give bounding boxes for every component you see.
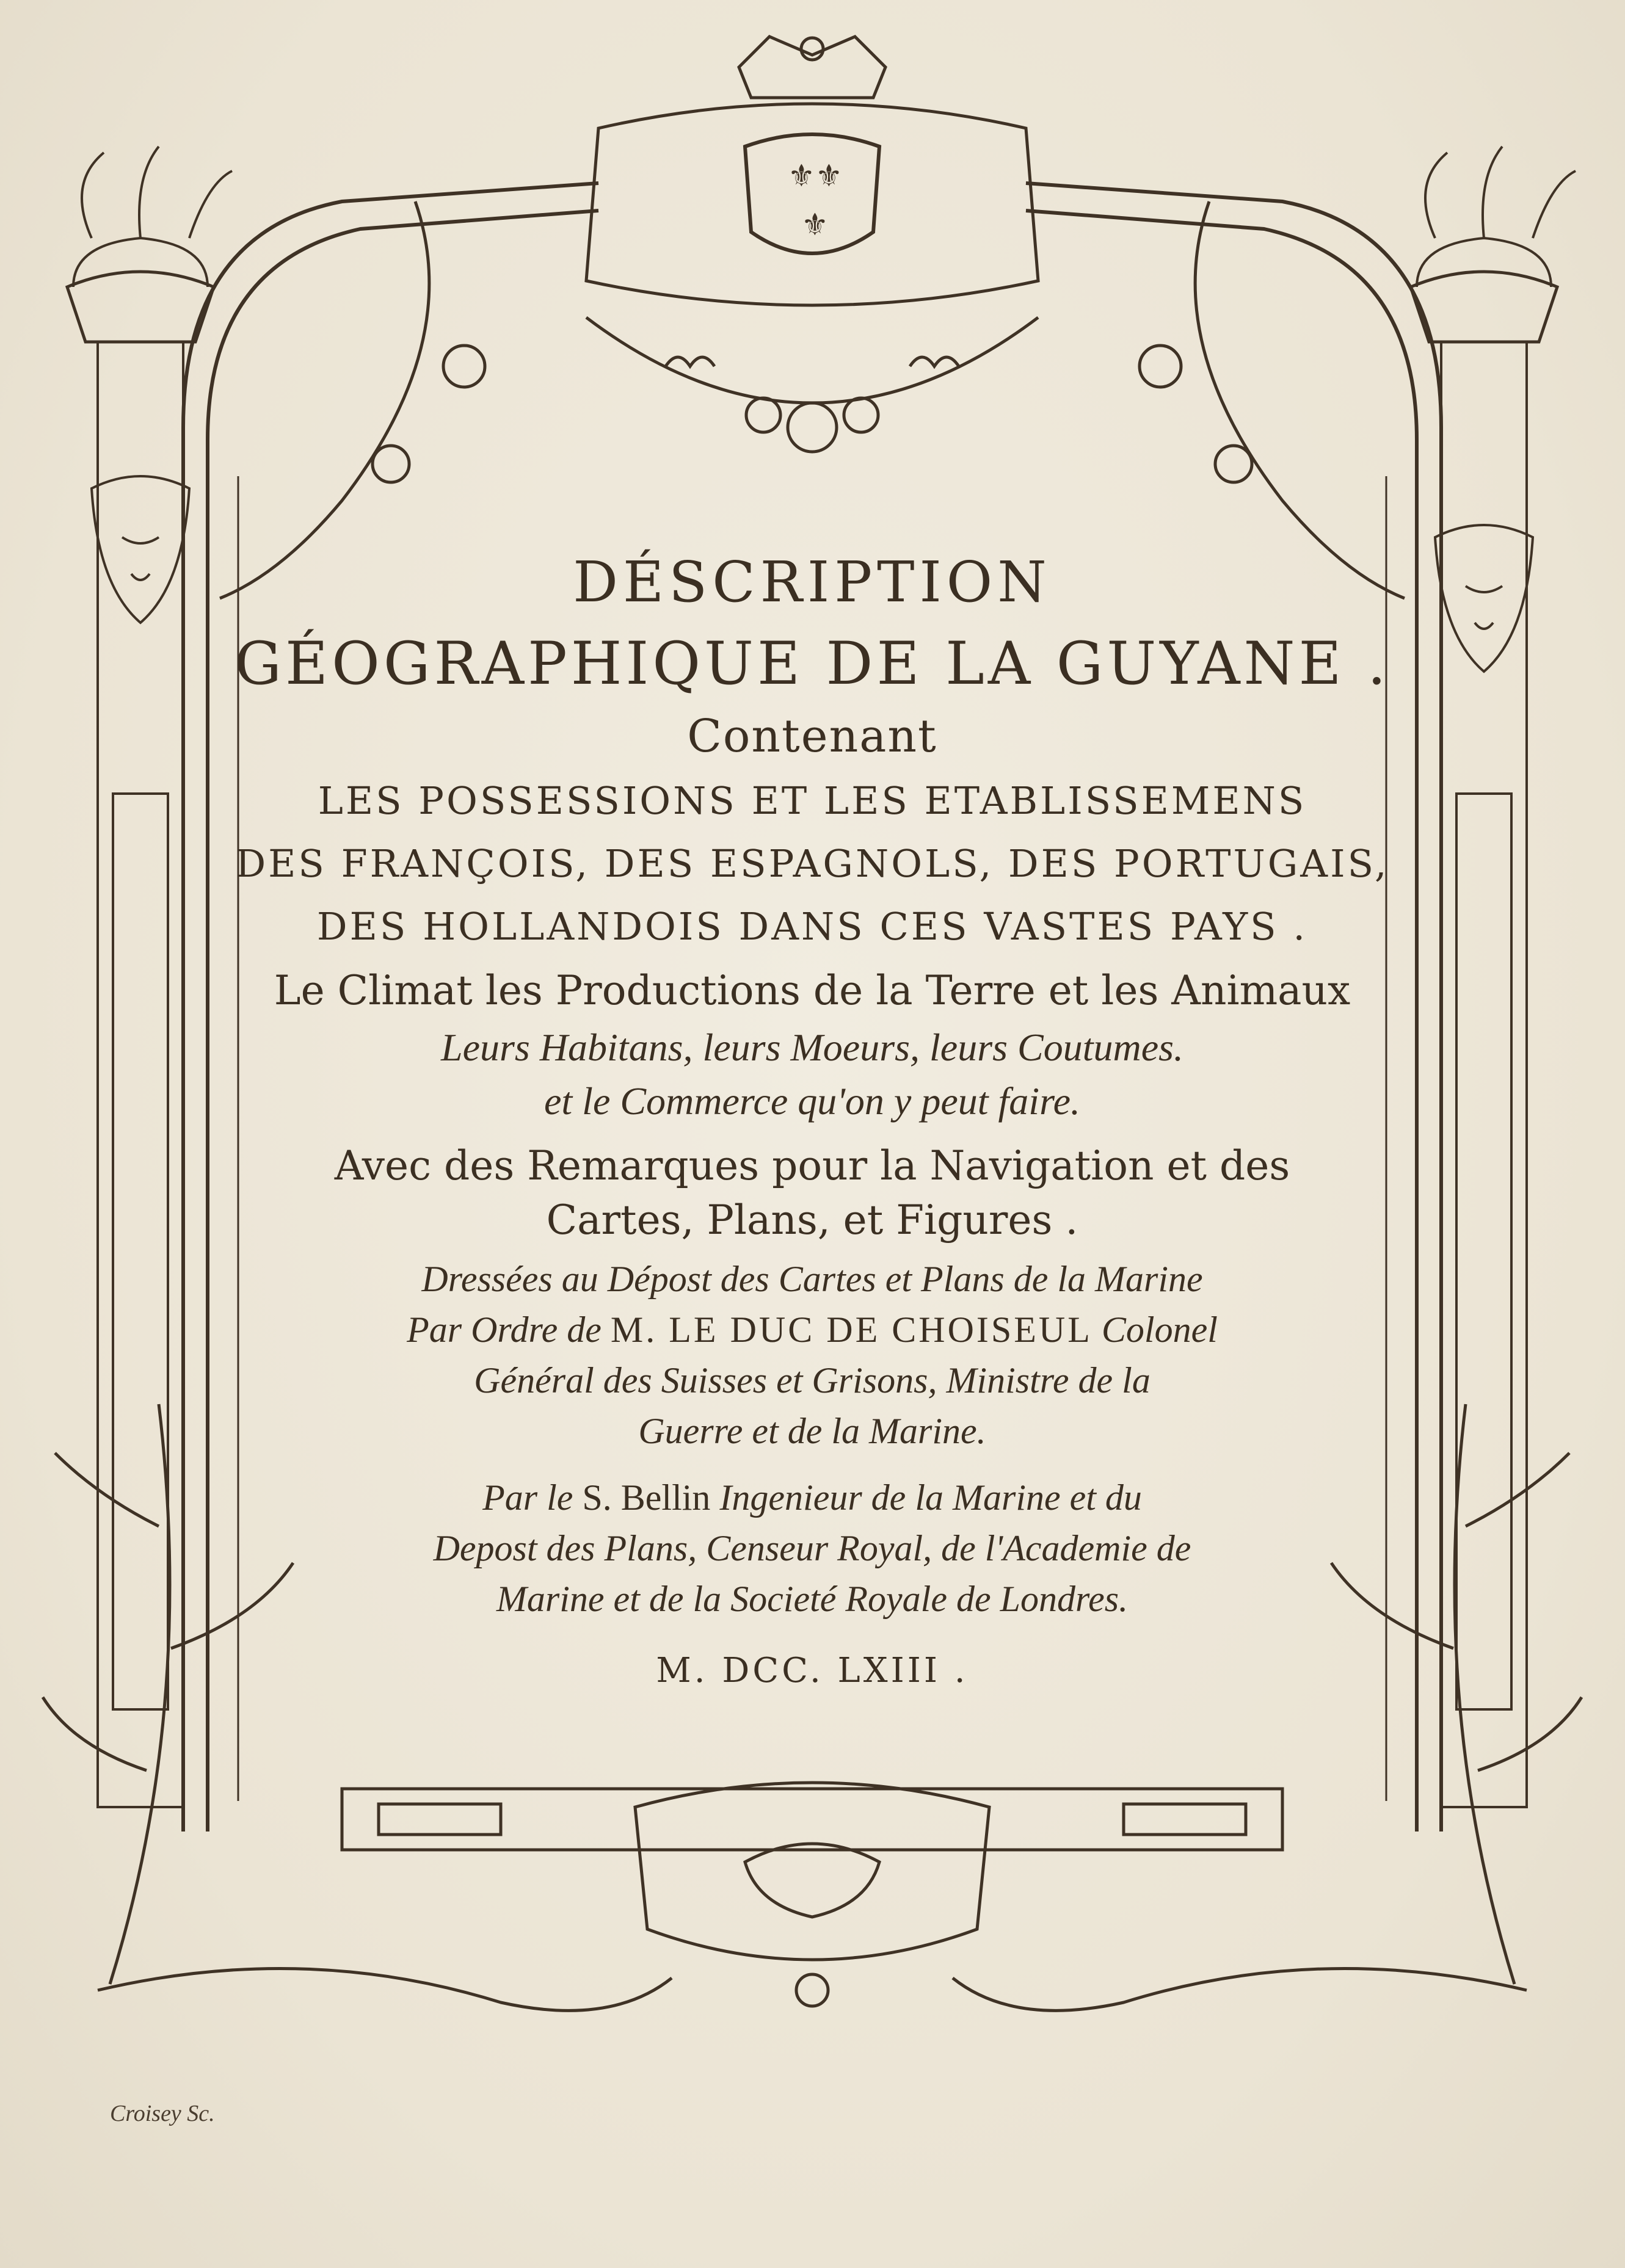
compiled-line-general: Général des Suisses et Grisons, Ministre de la: [474, 1360, 1151, 1400]
crest-cartouche: [586, 37, 1038, 305]
title-line-nations: DES FRANÇOIS, DES ESPAGNOLS, DES PORTUGAIS,: [235, 841, 1389, 886]
author-line-depost: Depost des Plans, Censeur Royal, de l'Academie de: [433, 1528, 1191, 1568]
svg-text:⚜: ⚜: [801, 207, 829, 242]
svg-text:⚜: ⚜: [788, 158, 815, 194]
title-line-hollandois: DES HOLLANDOIS DANS CES VASTES PAYS .: [316, 904, 1308, 949]
title-text-block: [232, 549, 1392, 1690]
title-line-description: DÉSCRIPTION: [573, 549, 1052, 615]
author-name: S. Bellin: [582, 1477, 711, 1518]
floral-garlands: [220, 201, 1405, 598]
compiled-duc-name: M. LE DUC DE CHOISEUL: [610, 1310, 1092, 1350]
compiled-line-ordre: [232, 1309, 1392, 1351]
contents-line-commerce: et le Commerce qu'on y peut faire.: [543, 1079, 1081, 1123]
title-line-geographique: GÉOGRAPHIQUE DE LA GUYANE .: [234, 629, 1390, 698]
compiled-ordre-prefix: Par Ordre de: [407, 1310, 602, 1350]
contents-line-cartes: Cartes, Plans, et Figures .: [546, 1197, 1078, 1244]
engraver-signature: Croisey Sc.: [110, 2101, 215, 2126]
bottom-plinth: [342, 1783, 1282, 2006]
contents-line-habitans: Leurs Habitans, leurs Moeurs, leurs Coutumes.: [440, 1026, 1184, 1069]
svg-text:⚜: ⚜: [815, 158, 843, 194]
compiled-colonel: Colonel: [1101, 1310, 1218, 1350]
title-line-contenant: Contenant: [687, 710, 937, 763]
compiled-line-dressees: Dressées au Dépost des Cartes et Plans de la Marine: [421, 1259, 1203, 1299]
title-line-possessions: LES POSSESSIONS ET LES ETABLISSEMENS: [318, 778, 1307, 823]
author-title: Ingenieur de la Marine et du: [719, 1477, 1142, 1518]
author-par-le: Par le: [482, 1477, 573, 1518]
right-pilaster: [1411, 272, 1557, 1807]
author-line-bellin: [232, 1477, 1392, 1519]
author-line-societe: Marine et de la Societé Royale de Londres.: [496, 1579, 1129, 1619]
left-pilaster: [67, 272, 214, 1807]
compiled-line-guerre: Guerre et de la Marine.: [638, 1411, 986, 1451]
contents-line-remarques: Avec des Remarques pour la Navigation et des: [334, 1142, 1290, 1189]
publication-date: M. DCC. LXIII .: [656, 1651, 969, 1690]
contents-line-climat: Le Climat les Productions de la Terre et les Animaux: [274, 967, 1351, 1014]
